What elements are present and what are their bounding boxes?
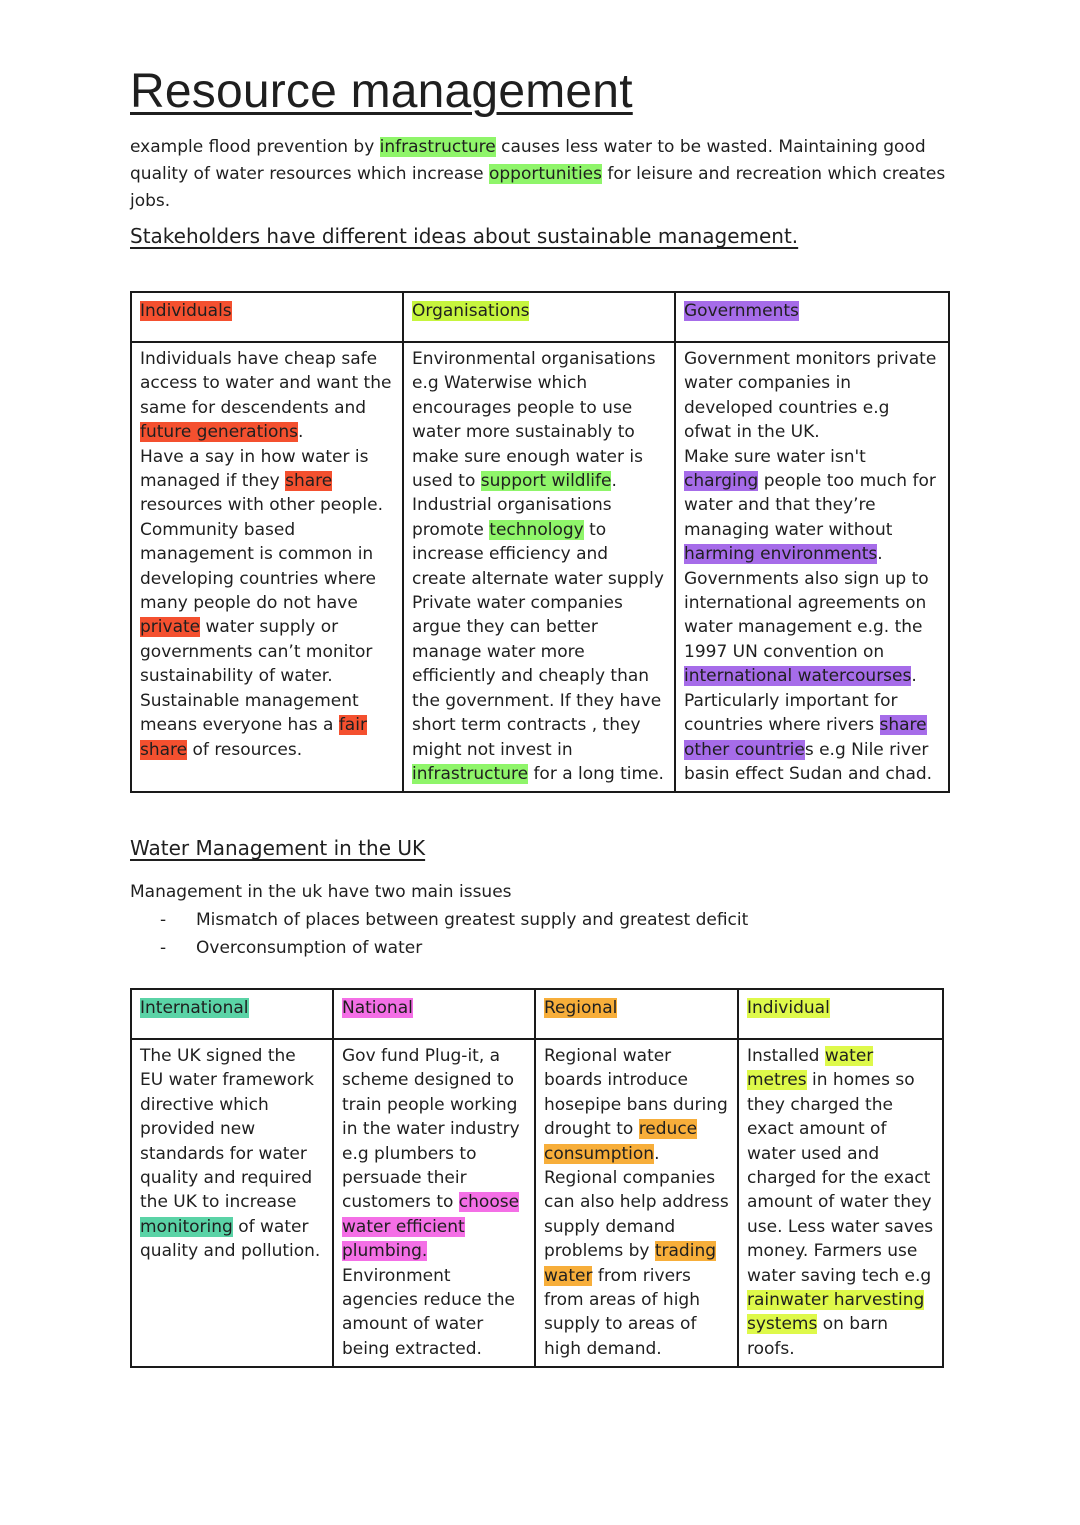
highlighted-text: harming environments [684,544,878,565]
header-international: International [140,998,249,1018]
header-cell [738,989,943,1039]
cell-text: . [611,471,617,492]
cell-text: Community based management is common in developing countries where many people do not have [140,519,376,614]
body-cell [333,1039,535,1367]
list-item [160,934,748,962]
cell-text: Governments also sign up to international agreements on water management e.g. the 1997 UN convention on [684,568,929,662]
uk-heading: Water Management in the UK [130,836,426,860]
cell-text: The UK signed the EU water framework directive which provided new standards for water quality and required the UK to increase [140,1046,314,1213]
stakeholders-body-row [131,342,949,792]
highlighted-text: private [140,617,201,638]
cell-text: for a long time. [528,763,664,784]
intro-highlight-opportunities: opportunities [488,164,602,184]
cell-text: Environment agencies reduce the amount of water being extracted. [342,1265,515,1359]
intro-text: causes less water to be wasted. Maintaining good quality of water resources which increase [130,137,926,184]
header-cell [131,989,333,1039]
highlighted-text: trading water [544,1241,717,1286]
body-cell [675,342,949,792]
highlighted-text: international watercourses [684,666,912,687]
cell-text: Industrial organisations promote [412,495,612,540]
highlighted-text: share other countrie [684,715,927,760]
cell-text: of water quality and pollution. [140,1216,321,1262]
list-item [160,906,748,934]
body-cell [535,1039,738,1367]
highlighted-text: support wildlife [480,471,612,492]
intro-highlight-infrastructure: infrastructure [379,137,496,157]
cell-text: Government monitors private water companies in developed countries e.g ofwat in the UK. [684,349,937,443]
header-regional: Regional [544,998,618,1018]
header-cell [675,292,949,342]
cell-text: . [298,422,304,443]
uk-table [130,988,944,1368]
highlighted-text: reduce consumption [544,1119,698,1164]
cell-text: resources with other people. [140,495,383,516]
bullet-text: Mismatch of places between greatest supply and greatest deficit [196,910,749,930]
uk-issues-list [160,906,748,962]
cell-text: . [654,1143,660,1164]
cell-text: of resources. [187,739,303,760]
intro-text: for leisure and recreation which creates jobs. [130,164,946,211]
cell-text: on barn roofs. [747,1314,888,1359]
cell-text: . [877,544,883,565]
cell-text: to increase efficiency and create alternate water supply [412,519,664,589]
cell-text: Installed [747,1046,825,1066]
cell-text: Sustainable management means everyone has a [140,690,359,736]
cell-text: Gov fund Plug-it, a scheme designed to train people working in the water industry e.g plumbers to persuade their customers to [342,1046,520,1213]
cell-national [342,1044,526,1361]
cell-text: Individuals have cheap safe access to water and want the same for descendents and [140,349,392,418]
highlighted-text: fair share [140,715,367,760]
cell-individuals [140,347,394,762]
body-cell [131,1039,333,1367]
cell-text: Particularly important for countries where rivers [684,690,898,736]
header-organisations: Organisations [412,301,530,321]
uk-body-row [131,1039,943,1367]
stakeholders-table [130,291,950,793]
stakeholders-header-row [131,292,949,342]
header-governments: Governments [684,301,799,321]
bullet-text: Overconsumption of water [196,938,423,958]
intro-paragraph [130,134,960,215]
cell-international [140,1044,324,1264]
highlighted-text: rainwater harvesting systems [747,1290,925,1335]
page-title: Resource management [130,65,633,118]
highlighted-text: monitoring [140,1216,233,1237]
header-cell [333,989,535,1039]
cell-text: Regional companies can also help address supply demand problems by [544,1168,729,1262]
highlighted-text: future generations [140,422,298,443]
cell-text: Private water companies argue they can better manage water more efficiently and cheaply than the government. If they have short term contracts , they might not invest in [412,593,662,760]
cell-individual [747,1044,934,1361]
header-cell [131,292,403,342]
header-national: National [342,998,413,1018]
cell-text: Make sure water isn't [684,446,866,467]
body-cell [131,342,403,792]
uk-lead: Management in the uk have two main issues [130,882,512,902]
cell-text: in homes so they charged the exact amount of water used and charged for the exact amount of water they use. Less water saves money. Farmers use water saving tech e.g [747,1070,934,1286]
cell-regional [544,1044,729,1361]
cell-text: water supply or governments can’t monitor sustainability of water. [140,617,373,687]
header-individual: Individual [747,998,830,1018]
highlighted-text: choose water efficient plumbing. [342,1192,520,1262]
cell-text: . [911,666,917,687]
cell-text: from rivers from areas of high supply to areas of high demand. [544,1265,700,1359]
cell-text: Regional water boards introduce hosepipe bans during drought to [544,1046,728,1140]
highlighted-text: share [285,471,333,492]
header-cell [535,989,738,1039]
bullet-marker: - [160,910,167,930]
highlighted-text: charging [684,471,759,492]
body-cell [738,1039,943,1367]
cell-text: Environmental organisations e.g Waterwise which encourages people to use water more sustainably to make sure enough water is used to [412,349,656,492]
uk-header-row [131,989,943,1039]
bullet-marker: - [160,938,167,958]
header-individuals: Individuals [140,301,232,321]
highlighted-text: water metres [747,1046,874,1091]
cell-text: people too much for water and that they’re managing water without [684,471,936,540]
header-cell [403,292,675,342]
intro-text: example flood prevention by [130,137,380,157]
cell-text: Have a say in how water is managed if they [140,446,369,492]
highlighted-text: technology [489,519,584,540]
cell-text: s e.g Nile river basin effect Sudan and chad. [684,739,933,784]
stakeholders-heading: Stakeholders have different ideas about sustainable management. [130,224,799,248]
cell-governments [684,347,940,786]
body-cell [403,342,675,792]
cell-organisations [412,347,666,786]
highlighted-text: infrastructure [412,763,529,784]
